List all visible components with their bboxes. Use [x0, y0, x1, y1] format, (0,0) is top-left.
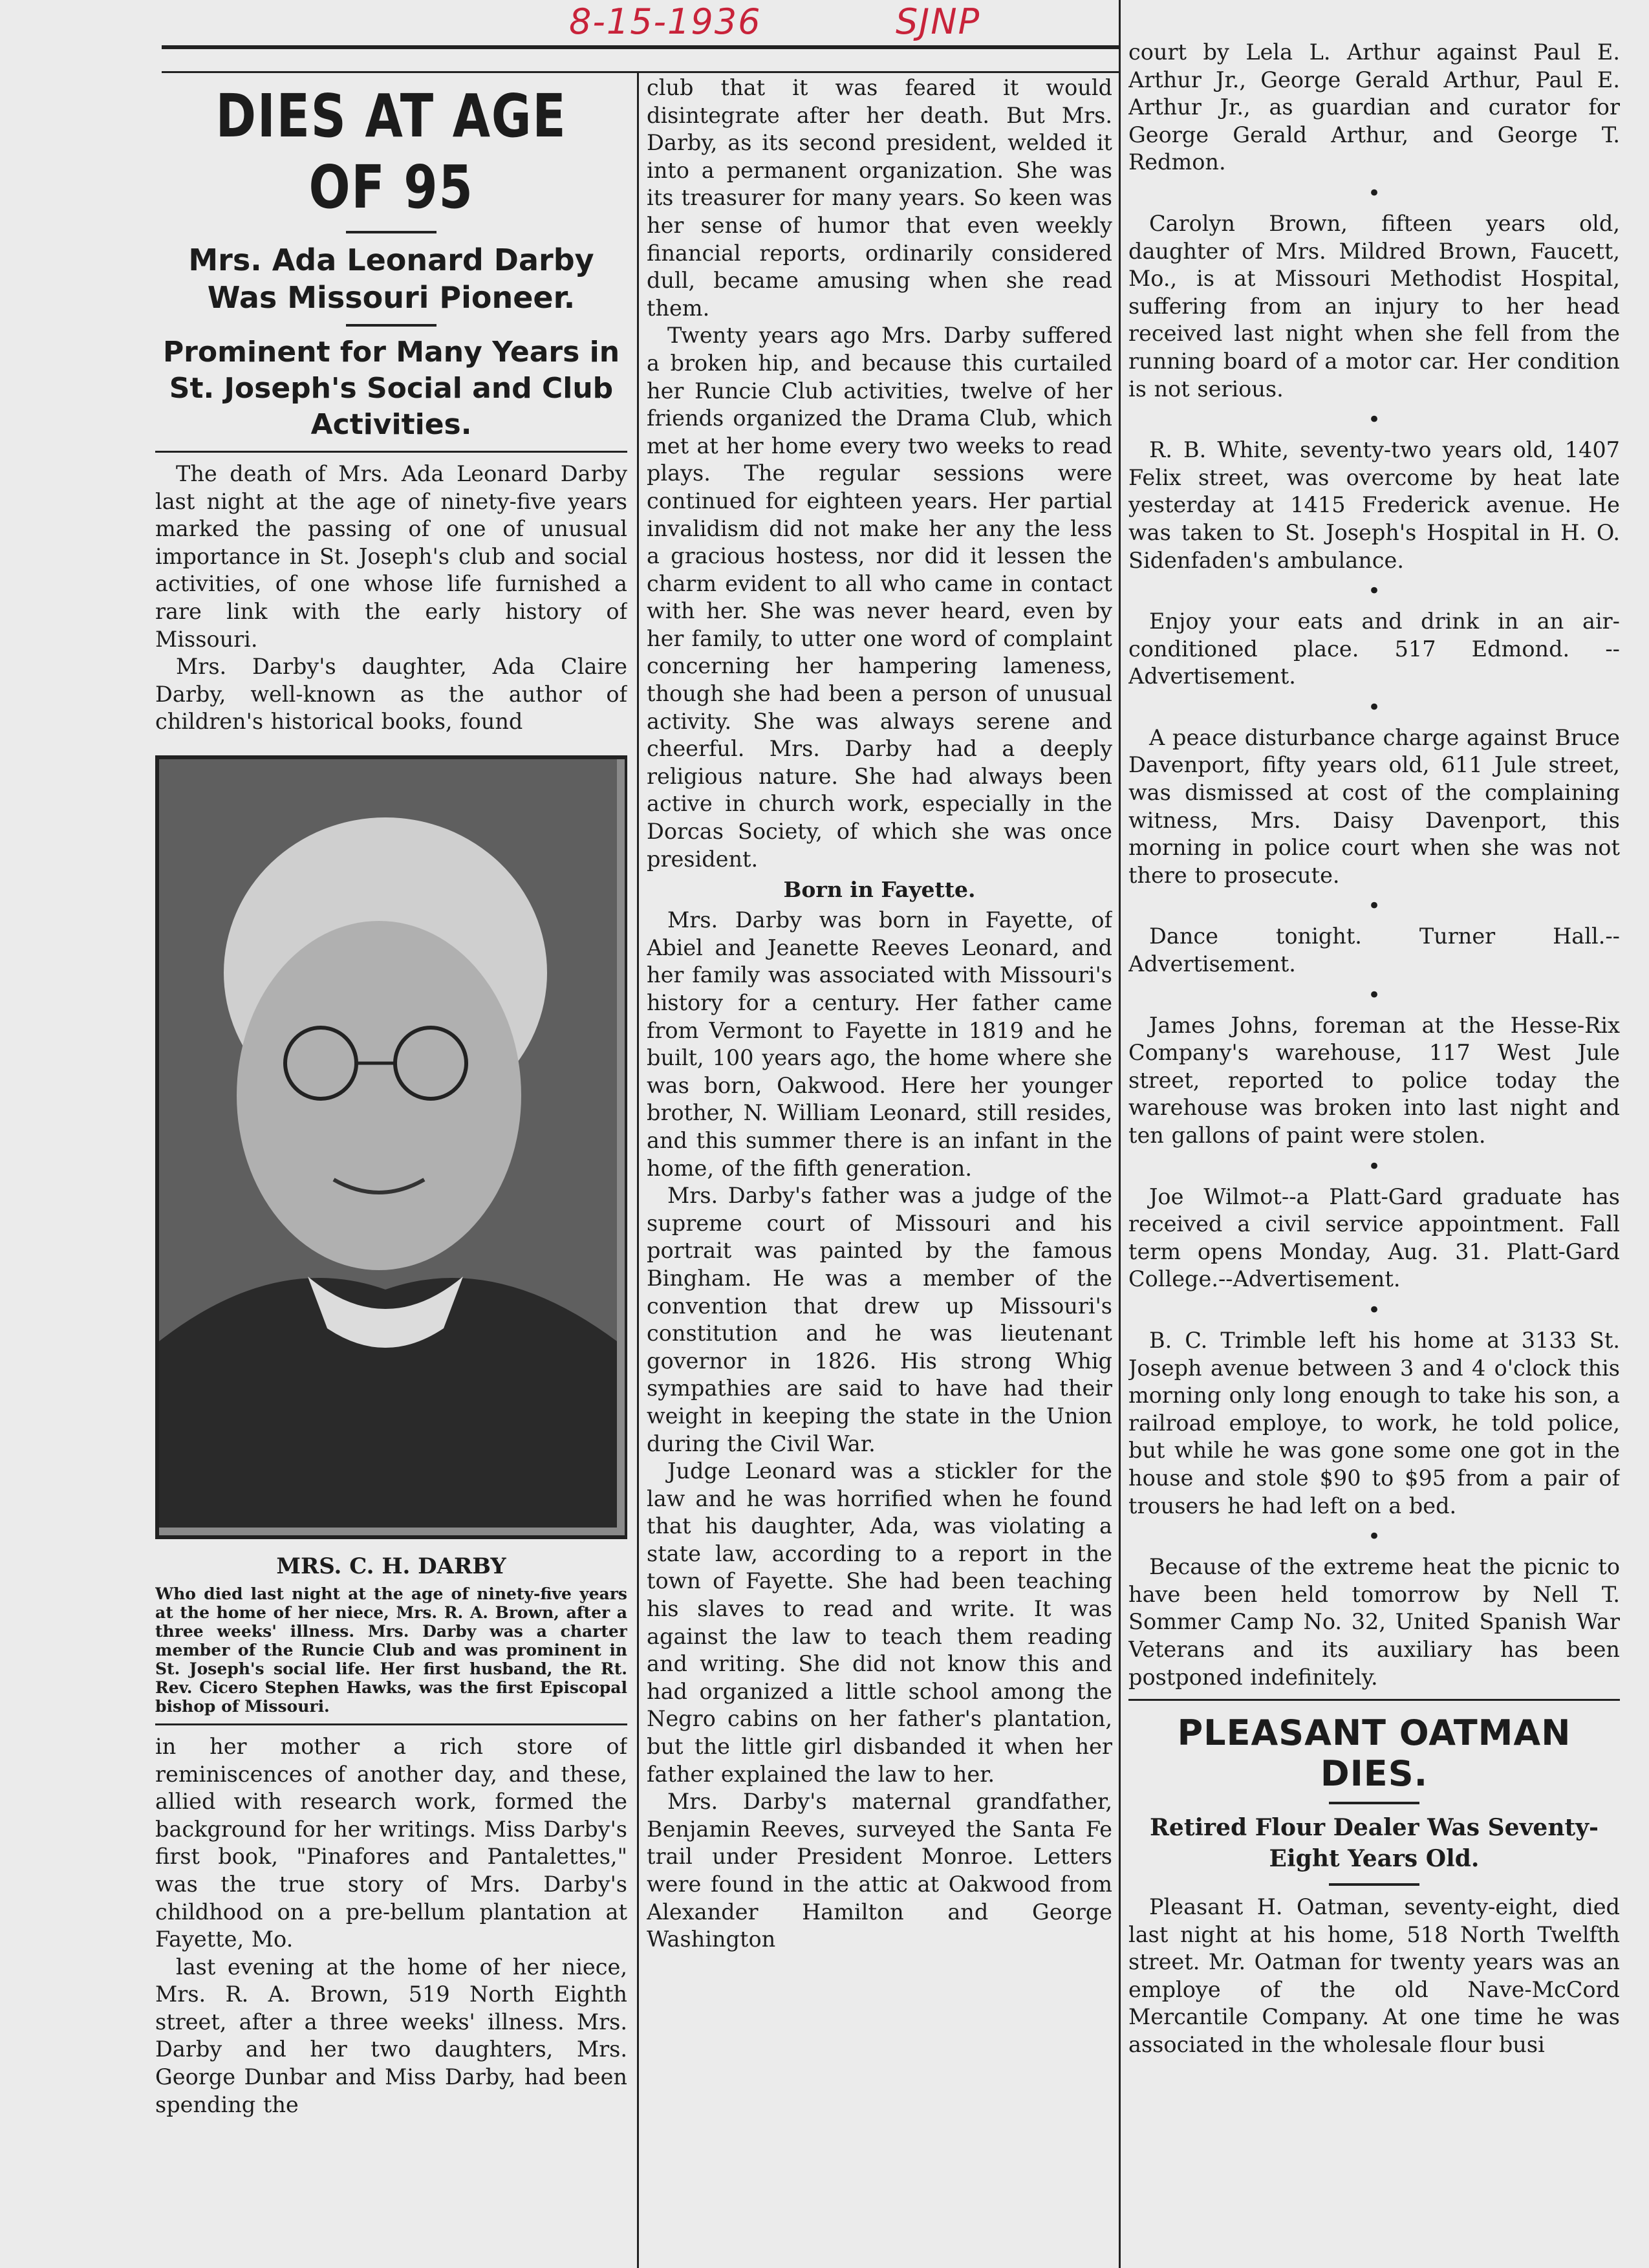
- article-paragraph: Mrs. Darby's maternal grandfather, Benjamin Reeves, surveyed the Santa Fe trail under President Monroe. Letters were found in the attic at Oakwood from Alexander Hamilton and George Washington: [647, 1789, 1112, 1952]
- oatman-deck: Retired Flour Dealer Was Seventy-Eight Years Old.: [1150, 1814, 1599, 1873]
- photo-caption: Who died last night at the age of ninety-five years at the home of her niece, Mrs. R. A. Brown, after a three weeks' illness. Mrs. Darby was a charter member of the Runcie Club and was prominent in St. Joseph's social life. Her first husband, the Rt. Rev. Cicero Stephen Hawks, was the first Episcopal bishop of Missouri.: [155, 1584, 627, 1716]
- article-paragraph: Mrs. Darby's father was a judge of the supreme court of Missouri and his portrait was painted by the famous Bingham. He was a member of the convention that drew up Missouri's constitution and he was lieutenant governor in 1826. His strong Whig sympathies are said to have had their weight in keeping the state in the Union during the Civil War.: [647, 1183, 1112, 1456]
- article-paragraph: Twenty years ago Mrs. Darby suffered a broken hip, and because this curtailed her Runcie Club activities, twelve of her friends organized the Drama Club, which met at her home every two weeks to read plays. The regular sessions were continued for eighteen years. Her partial invalidism did not make her any the less a gracious hostess, nor did it lessen the charm evident to all who came in contact with her. She was never heard, even by her family, to utter one word of complaint concerning her hampering lameness, though she had been a person of unusual activity. She was always serene and cheerful. Mrs. Darby had a deeply religious nature. She had always been active in church work, especially in the Dorcas Society, of which she was once president.: [647, 323, 1112, 872]
- column-rule-2: [1119, 0, 1121, 2268]
- news-item: Because of the extreme heat the picnic to have been held tomorrow by Nell T. Sommer Camp No. 32, United Spanish War Veterans and its auxiliary has been postponed indefinitely.: [1128, 1554, 1620, 1690]
- oatman-body: Pleasant H. Oatman, seventy-eight, died last night at his home, 518 North Twelfth street. Mr. Oatman for twenty years was an employe of the old Nave-McCord Mercantile Company. At one time he was associated in the wholesale flour busi: [1128, 1894, 1620, 2058]
- article-paragraph: Judge Leonard was a stickler for the law and he was horrified when he found that his daughter, Ada, was violating a state law, according to a report in the town of Fayette. She had been teaching his slaves to read and write. It was against the law to teach them reading and writing. She did not know this and had organized a little school among the Negro cabins on her father's plantation, but the little girl disbanded it when her father explained the law to her.: [647, 1458, 1112, 1787]
- photo-name: MRS. C. H. DARBY: [276, 1553, 506, 1579]
- column-1: [155, 81, 627, 2268]
- article-paragraph: The death of Mrs. Ada Leonard Darby last night at the age of ninety-five years marked the passing of one of unusual importance in St. Joseph's club and social activities, of one whose life furnished a rare link with the early history of Missouri.: [155, 461, 627, 652]
- handwritten-code: SJNP: [896, 1, 981, 42]
- news-item: Enjoy your eats and drink in an air-conditioned place. 517 Edmond. --Advertisement.: [1128, 609, 1620, 689]
- oatman-deck-rule: [1329, 1883, 1419, 1886]
- news-item: court by Lela L. Arthur against Paul E. Arthur Jr., George Gerald Arthur, Paul E. Arthur Jr., as guardian and curator for George Gerald Arthur, and George T. Redmon.: [1128, 39, 1620, 175]
- subheading: Born in Fayette.: [783, 877, 976, 903]
- oatman-top-rule: [1128, 1699, 1620, 1701]
- column-3: [1128, 39, 1620, 2268]
- main-headline: DIES AT AGE OF 95: [215, 81, 567, 222]
- top-rule-thin: [162, 71, 1119, 73]
- item-separator: •: [1367, 407, 1381, 433]
- item-separator: •: [1367, 180, 1381, 206]
- column-rule-1: [637, 71, 639, 2268]
- column-2: [647, 74, 1112, 2268]
- article-paragraph: Mrs. Darby was born in Fayette, of Abiel and Jeanette Reeves Leonard, and her family was associated with Missouri's history for a century. Her father came from Vermont to Fayette in 1819 and he built, 100 years ago, the home where she was born, Oakwood. Here her younger brother, N. William Leonard, still resides, and this summer there is an infant in the home, of the fifth generation.: [647, 907, 1112, 1181]
- article-paragraph: last evening at the home of her niece, Mrs. R. A. Brown, 519 North Eighth street, after a three weeks' illness. Mrs. Darby and her two daughters, Mrs. George Dunbar and Miss Darby, had been spending the: [155, 1954, 627, 2117]
- article-paragraph: Mrs. Darby's daughter, Ada Claire Darby, well-known as the author of children's historical books, found: [155, 654, 627, 735]
- news-item: Dance tonight. Turner Hall.--Advertisement.: [1128, 923, 1620, 977]
- oatman-headline: PLEASANT OATMAN DIES.: [1177, 1712, 1571, 1795]
- item-separator: •: [1367, 694, 1381, 720]
- item-separator: •: [1367, 1153, 1381, 1180]
- item-separator: •: [1367, 893, 1381, 920]
- news-item: B. C. Trimble left his home at 3133 St. Joseph avenue between 3 and 4 o'clock this morning only long enough to take his son, a railroad employe, to work, he told police, but while he was gone some one got in the house and stole $90 to $95 from a pair of trousers he had left on a bed.: [1128, 1327, 1620, 1518]
- item-separator: •: [1367, 1524, 1381, 1550]
- article-paragraph: in her mother a rich store of reminiscences of another day, and these, allied with research work, formed the background for her writings. Miss Darby's first book, "Pinafores and Pantalettes," was the true story of Mrs. Darby's childhood on a pre-bellum plantation at Fayette, Mo.: [155, 1733, 627, 1952]
- headline-rule: [346, 231, 436, 233]
- top-rule: [162, 45, 1119, 49]
- oatman-headline-rule: [1329, 1802, 1419, 1804]
- handwritten-date: 8-15-1936: [569, 1, 762, 42]
- deck-bottom-rule: [155, 451, 627, 453]
- news-item: A peace disturbance charge against Bruce Davenport, fifty years old, 611 Jule street, was dismissed at cost of the complaining witness, Mrs. Daisy Davenport, this morning in police court when she was not there to prosecute.: [1128, 724, 1620, 888]
- item-separator: •: [1367, 1297, 1381, 1323]
- deck-1: Mrs. Ada Leonard Darby Was Missouri Pioneer.: [188, 243, 594, 315]
- article-paragraph: club that it was feared it would disintegrate after her death. But Mrs. Darby, as its second president, welded it into a permanent organization. She was its treasurer for many years. So keen was her sense of humor that even weekly financial reports, ordinarily considered dull, became amusing when she read them.: [647, 75, 1112, 321]
- deck-2: Prominent for Many Years in St. Joseph's Social and Club Activities.: [162, 336, 620, 441]
- news-item: R. B. White, seventy-two years old, 1407 Felix street, was overcome by heat late yesterday at 1415 Frederick avenue. He was taken to St. Joseph's Hospital in H. O. Sidenfaden's ambulance.: [1128, 437, 1620, 573]
- caption-rule: [155, 1723, 627, 1725]
- news-item: Joe Wilmot--a Platt-Gard graduate has received a civil service appointment. Fall term opens Monday, Aug. 31. Platt-Gard College.--Advertisement.: [1128, 1183, 1620, 1292]
- item-separator: •: [1367, 578, 1381, 605]
- item-separator: •: [1367, 982, 1381, 1008]
- news-item: Carolyn Brown, fifteen years old, daughter of Mrs. Mildred Brown, Faucett, Mo., is at Missouri Methodist Hospital, suffering from an injury to her head received last night when she fell from the running board of a motor car. Her condition is not serious.: [1128, 210, 1620, 402]
- portrait-image: [159, 759, 617, 1528]
- portrait-photo: [155, 755, 627, 1539]
- deck-rule: [346, 324, 436, 327]
- news-item: James Johns, foreman at the Hesse-Rix Company's warehouse, 117 West Jule street, reported to police today the warehouse was broken into last night and ten gallons of paint were stolen.: [1128, 1012, 1620, 1148]
